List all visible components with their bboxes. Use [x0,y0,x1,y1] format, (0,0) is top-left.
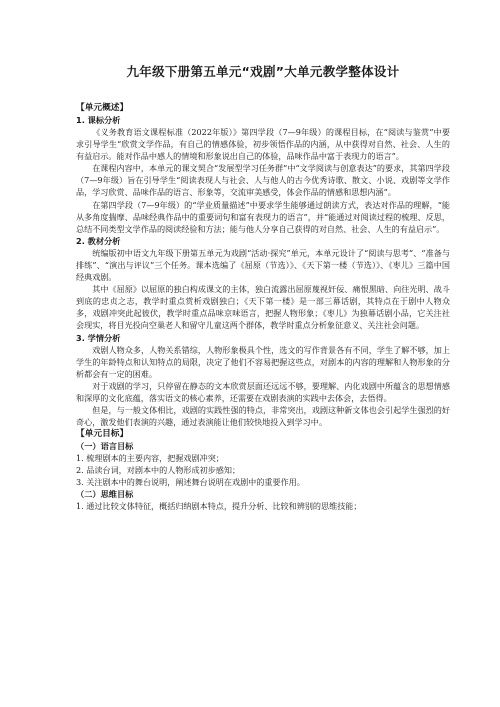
list-item: 3. 关注剧本中的舞台说明，阐述舞台说明在戏剧中的重要作用。 [76,477,305,488]
unit-goals-heading: 【单元目标】 [76,429,129,440]
list-item: 1. 通过比较文体特征，概括归纳剧本特点，提升分析、比较和辨别的思维技能； [76,501,362,512]
textbook-analysis-heading: 2. 教材分析 [76,235,121,246]
unit-goals-section [76,428,450,512]
paragraph: 戏剧人物众多，人物关系错综，人物形象极具个性，选文的写作背景各有不同，学生了解不够，加上学生的年龄特点和认知特点的局限，决定了他们不容易把握这些点，对剧本的内容的理解和人物形象的分析都会有一定的困难。 [76,344,450,379]
unit-overview-section [76,102,450,428]
document-title: 九年级下册第五单元“戏剧”大单元教学整体设计 [126,64,400,79]
paragraph: 在第四学段（7—9年级）的“学业质量描述”中要求学生能够通过朗读方式，表达对作品的理解，“能从多角度揣摩、品味经典作品中的重要词句和富有表现力的语言”，并“能通过对阅读过程的梳理、反思，总结不同类型文学作品的阅读经验和方法；能与他人分享自己获得的对自然、社会、人生的有益启示”。 [76,199,450,234]
paragraph: 对于戏剧的学习，只停留在静态的文本欣赏层面还远远不够，要理解、内化戏剧中所蕴含的思想情感和深厚的文化底蕴，落实语文的核心素养，还需要在戏剧表演的实践中去体会，去悟得。 [76,380,450,403]
paragraph: 《义务教育语文课程标准（2022年版）》第四学段（7—9年级）的课程目标，在“阅读与鉴赏”中要求引导学生“欣赏文学作品，有自己的情感体验，初步领悟作品的内涵，从中获得对自然、社会、人生的有益启示。能对作品中感人的情境和形象说出自己的体验，品味作品中富于表现力的语言”。 [76,127,450,162]
paragraph: 其中《屈原》以屈原的独白构成课文的主体，独白流露出屈原蔑视奸佞、痛恨黑暗、向往光明、战斗到底的忠贞之志，教学时重点赏析戏剧独白；《天下第一楼》是一部三幕话剧，其特点在于剧中人物众多，戏剧冲突此起彼伏，教学时重点品味京味语言，把握人物形象；《枣儿》为独幕话剧小品，它关注社会现实，将目光投向空巢老人和留守儿童这两个群体，教学时重点分析象征意义、关注社会问题。 [76,284,450,331]
thinking-goals-heading: （二）思维目标 [76,489,134,500]
paragraph: 统编版初中语文九年级下册第五单元为戏剧“活动·探究”单元，本单元设计了“阅读与思考”、“准备与排练”、“演出与评议”三个任务。课本选编了《屈原（节选）》、《天下第一楼（节选）》、《枣儿》三篇中国经典戏剧。 [76,247,450,283]
curriculum-analysis-heading: 1. 课标分析 [76,115,121,125]
unit-overview-heading: 【单元概述】 [76,103,129,113]
paragraph: 但是，与一般文体相比，戏剧的实践性强的特点，非常突出，戏剧这种新文体也会引起学生强烈的好奇心，激发他们表演的兴趣，通过表演能让他们较快地投入到学习中。 [76,404,450,428]
list-item: 2. 品读台词，对剧本中的人物形成初步感知； [76,465,241,476]
paragraph: 在课程内容中，本单元的课文契合“发展型学习任务群”中“文学阅读与创意表达”的要求，其第四学段（7—9年级）旨在引导学生“阅读表现人与社会、人与他人的古今优秀诗歌、散文、小说、戏剧等文学作品，学习欣赏、品味作品的语言、形象等，交流审美感受，体会作品的情感和思想内涵”。 [76,163,450,198]
language-goals-heading: （一）语言目标 [76,441,134,452]
list-item: 1. 梳理剧本的主要内容，把握戏剧冲突； [76,453,224,464]
learner-analysis-heading: 3. 学情分析 [76,332,121,343]
